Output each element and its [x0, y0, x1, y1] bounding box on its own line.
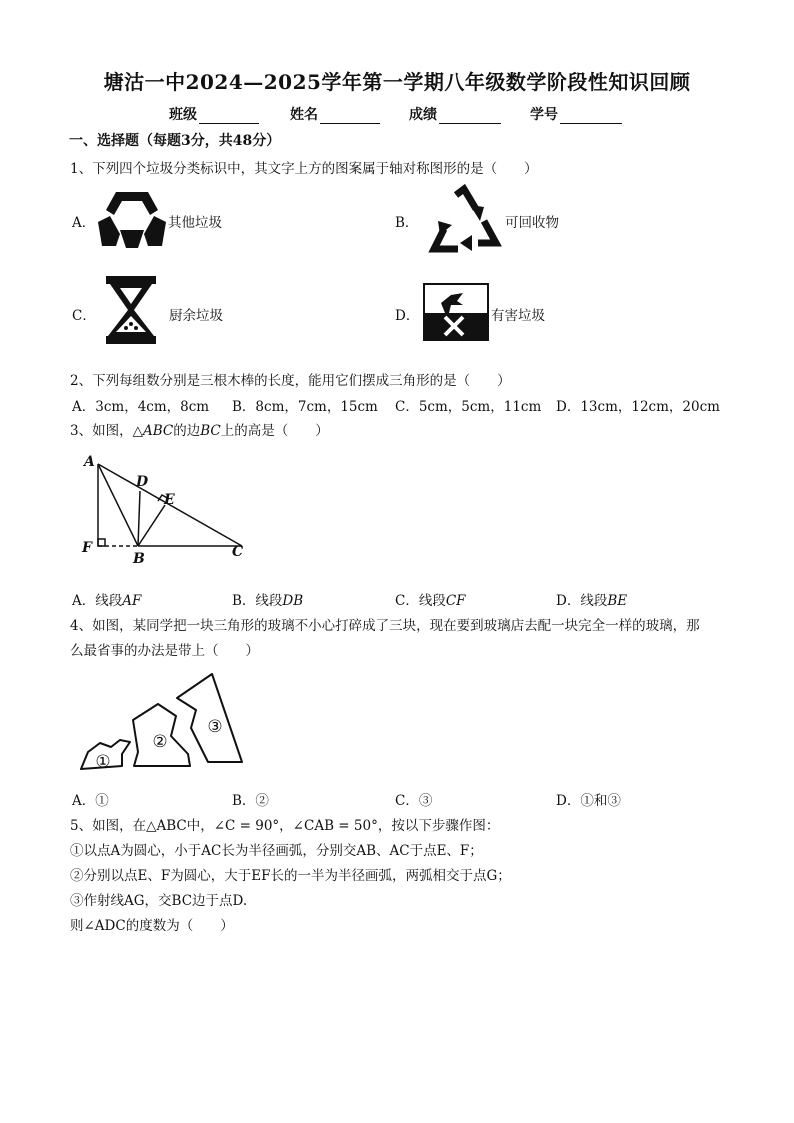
q3-label-d: D: [136, 474, 149, 490]
q5-step-1: ①以点A为圆心，小于AC长为半径画弧，分别交AB、AC于点E、F；: [70, 843, 483, 859]
q4-glass-pieces-figure: [78, 668, 248, 778]
q4-option-b[interactable]: B．②: [232, 793, 269, 809]
score-blank[interactable]: [439, 109, 501, 124]
q1-option-c-label: 厨余垃圾: [169, 308, 223, 324]
kitchen-waste-icon: [104, 274, 158, 346]
q1-option-a-label: 其他垃圾: [168, 215, 222, 231]
q3-option-d[interactable]: D．线段BE: [556, 593, 628, 609]
q4-option-d[interactable]: D．①和③: [556, 793, 621, 809]
recyclable-icon: [426, 185, 502, 255]
q1-option-a-letter[interactable]: A．: [72, 215, 96, 231]
q4-stem-line2: 么最省事的办法是带上（ ）: [70, 643, 259, 659]
q1-option-d-label: 有害垃圾: [491, 308, 545, 324]
q3-stem: 3、如图，△ABC的边BC上的高是（ ）: [70, 423, 329, 439]
q2-option-d[interactable]: D．13cm，12cm，20cm: [556, 399, 720, 415]
q2-stem: 2、下列每组数分别是三根木棒的长度，能用它们摆成三角形的是（ ）: [70, 373, 511, 389]
q3-label-f: F: [82, 540, 92, 556]
id-blank[interactable]: [560, 109, 622, 124]
q5-stem: 5、如图，在△ABC中，∠C = 90°，∠CAB = 50°，按以下步骤作图：: [70, 818, 500, 834]
q3-option-a[interactable]: A．线段AF: [72, 593, 142, 609]
other-waste-icon: [96, 188, 168, 252]
q3-label-e: E: [164, 492, 175, 508]
q3-option-b[interactable]: B．线段DB: [232, 593, 304, 609]
q4-piece-label-1: ①: [95, 752, 111, 772]
name-field[interactable]: [290, 104, 380, 124]
q4-option-c[interactable]: C．③: [395, 793, 433, 809]
name-label: 姓名: [290, 107, 318, 123]
id-label: 学号: [530, 107, 558, 123]
q3-label-a: A: [84, 454, 95, 470]
q1-option-b-letter[interactable]: B．: [395, 215, 419, 231]
class-blank[interactable]: [199, 109, 259, 124]
q1-stem: 1、下列四个垃圾分类标识中，其文字上方的图案属于轴对称图形的是（ ）: [70, 161, 538, 177]
q5-question: 则∠ADC的度数为（ ）: [70, 918, 234, 934]
class-label: 班级: [169, 107, 197, 123]
q5-step-2: ②分别以点E、F为圆心，大于EF长的一半为半径画弧，两弧相交于点G；: [70, 868, 511, 884]
q4-stem-line1: 4、如图，某同学把一块三角形的玻璃不小心打碎成了三块，现在要到玻璃店去配一块完全一样的玻璃，那: [70, 618, 700, 634]
id-field[interactable]: [530, 104, 622, 124]
q1-option-d-letter[interactable]: D．: [395, 308, 420, 324]
q3-option-c[interactable]: C．线段CF: [395, 593, 466, 609]
q2-option-c[interactable]: C．5cm，5cm，11cm: [395, 399, 542, 415]
q4-piece-label-2: ②: [152, 732, 168, 752]
q2-option-b[interactable]: B．8cm，7cm，15cm: [232, 399, 378, 415]
q4-option-a[interactable]: A．①: [72, 793, 109, 809]
hazardous-waste-icon: [423, 283, 489, 341]
q3-label-b: B: [133, 551, 145, 567]
q1-option-b-label: 可回收物: [505, 215, 559, 231]
score-field[interactable]: [409, 104, 501, 124]
class-field[interactable]: [169, 104, 259, 124]
q3-triangle-figure: [78, 450, 253, 570]
q2-option-a[interactable]: A．3cm，4cm，8cm: [72, 399, 210, 415]
q3-label-c: C: [232, 544, 244, 560]
name-blank[interactable]: [320, 109, 380, 124]
q5-step-3: ③作射线AG，交BC边于点D.: [70, 893, 248, 909]
score-label: 成绩: [409, 107, 437, 123]
page-title: 塘沽一中2024—2025学年第一学期八年级数学阶段性知识回顾: [103, 70, 691, 94]
q4-piece-label-3: ③: [207, 717, 223, 737]
q1-option-c-letter[interactable]: C．: [72, 308, 96, 324]
section-heading: 一、选择题（每题3分，共48分）: [69, 133, 281, 149]
